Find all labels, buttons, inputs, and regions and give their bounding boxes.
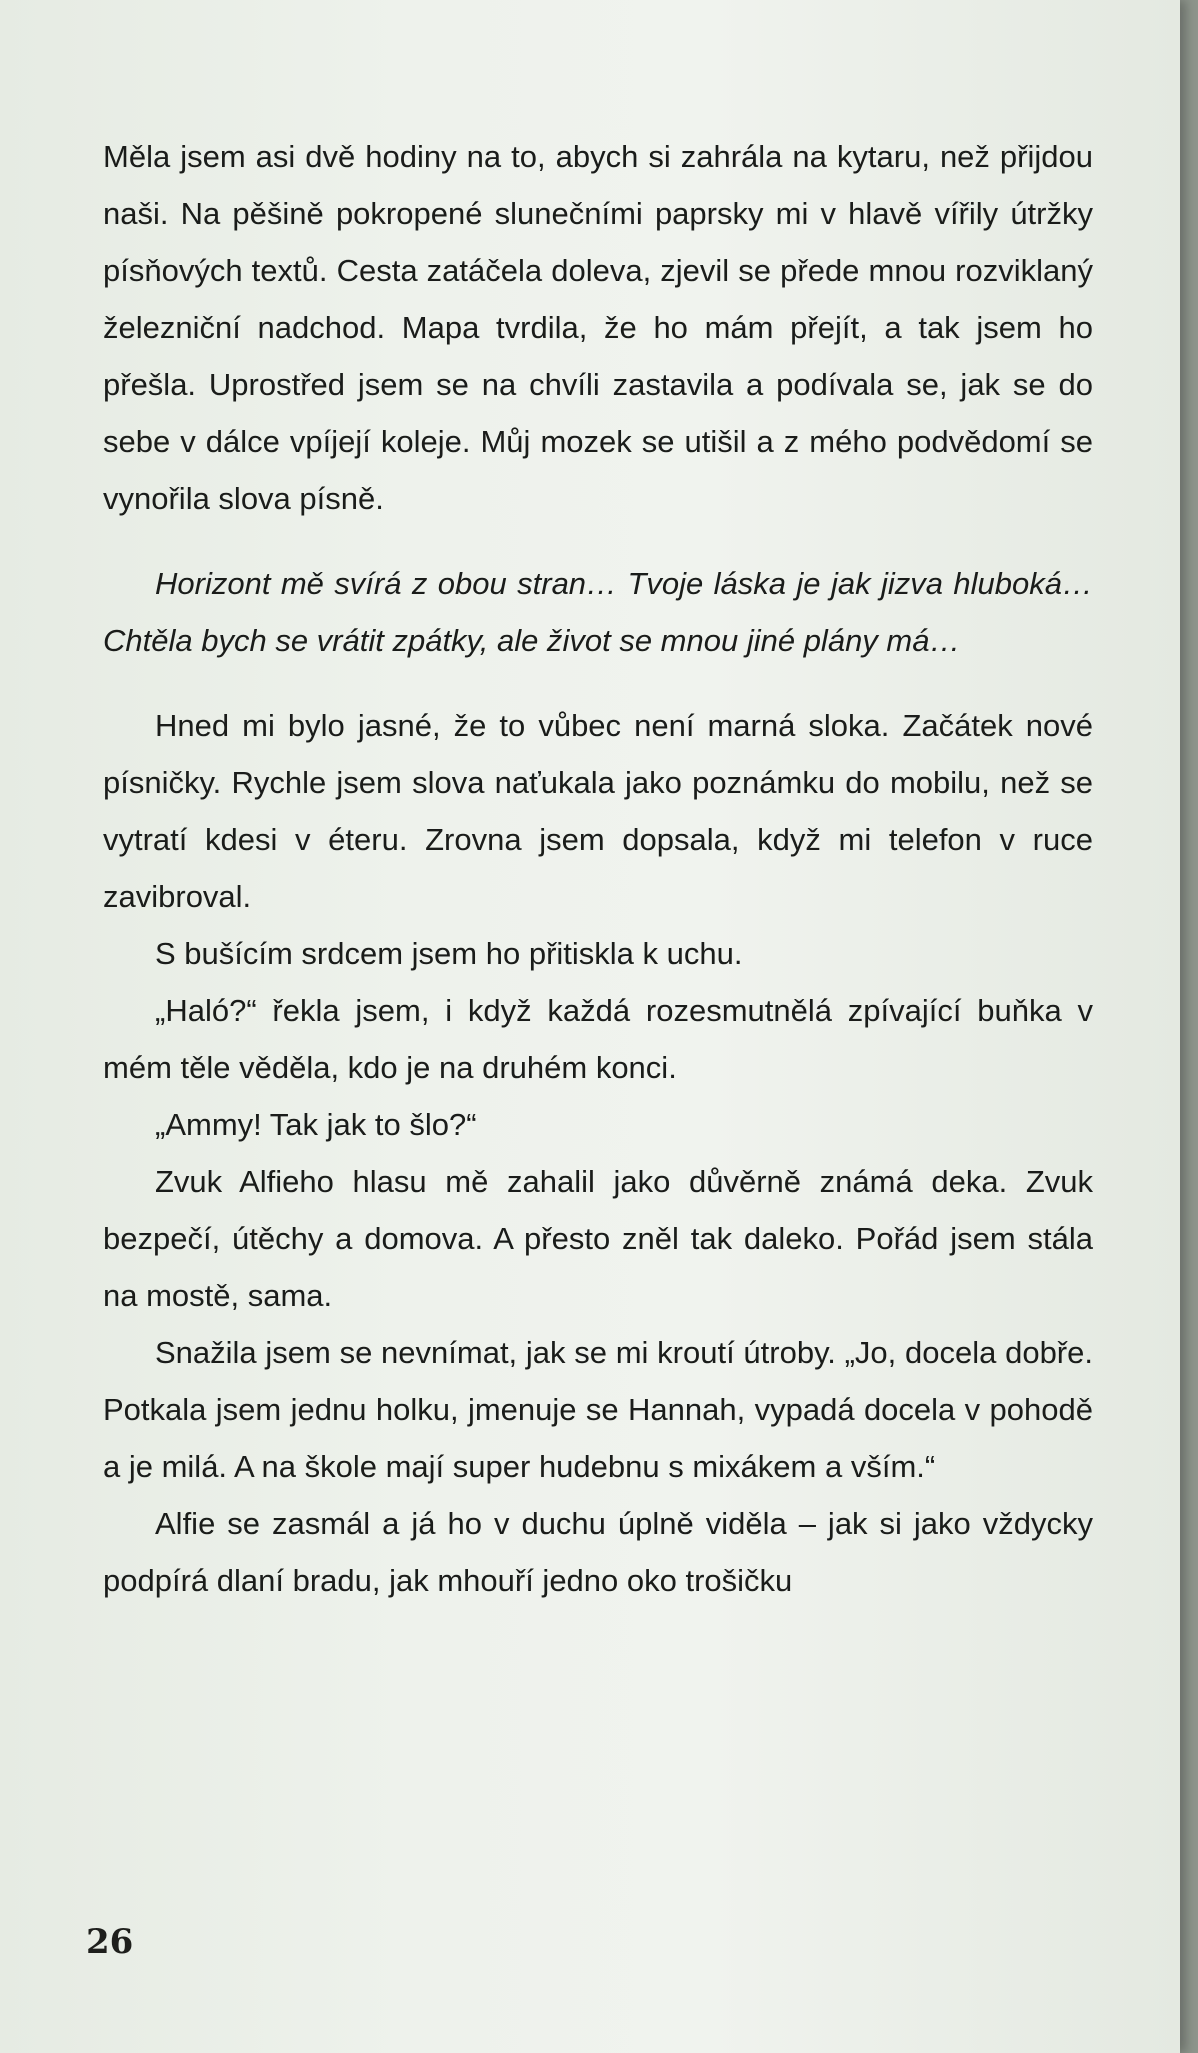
page-number: 26 — [86, 1922, 134, 1962]
paragraph: Hned mi bylo jasné, že to vůbec není marná sloka. Začátek nové písničky. Rychle jsem slova naťukala jako poznámku do mobilu, než se vytratí kdesi v éteru. Zrovna jsem dopsala, když mi telefon v ruce zavibroval. — [103, 708, 1093, 914]
body-text — [103, 128, 1093, 1609]
paragraph: „Haló?“ řekla jsem, i když každá rozesmutnělá zpívající buňka v mém těle věděla, kdo je na druhém konci. — [103, 993, 1093, 1085]
paragraph: „Ammy! Tak jak to šlo?“ — [155, 1107, 477, 1142]
paragraph: Snažila jsem se nevnímat, jak se mi kroutí útroby. „Jo, docela dobře. Potkala jsem jednu holku, jmenuje se Hannah, vypadá docela v pohodě a je milá. A na škole mají super hudebnu s mixákem a vším.“ — [103, 1335, 1093, 1484]
paragraph: Měla jsem asi dvě hodiny na to, abych si zahrála na kytaru, než přijdou naši. Na pěšině pokropené slunečními paprsky mi v hlavě vířily útržky písňových textů. Cesta zatáčela doleva, zjevil se přede mnou rozviklaný železniční nadchod. Mapa tvrdila, že ho mám přejít, a tak jsem ho přešla. Uprostřed jsem se na chvíli zastavila a podívala se, jak se do sebe v dálce vpíjejí koleje. Můj mozek se utišil a z mého podvědomí se vynořila slova písně. — [103, 139, 1093, 516]
paragraph: S bušícím srdcem jsem ho přitiskla k uchu. — [155, 936, 743, 971]
song-lyrics: Horizont mě svírá z obou stran… Tvoje láska je jak jizva hluboká… Chtěla bych se vrátit zpátky, ale život se mnou jiné plány má… — [103, 566, 1093, 658]
paragraph: Zvuk Alfieho hlasu mě zahalil jako důvěrně známá deka. Zvuk bezpečí, útěchy a domova. A přesto zněl tak daleko. Pořád jsem stála na mostě, sama. — [103, 1164, 1093, 1313]
paragraph: Alfie se zasmál a já ho v duchu úplně viděla – jak si jako vždycky podpírá dlaní bradu, jak mhouří jedno oko trošičku — [103, 1506, 1093, 1598]
